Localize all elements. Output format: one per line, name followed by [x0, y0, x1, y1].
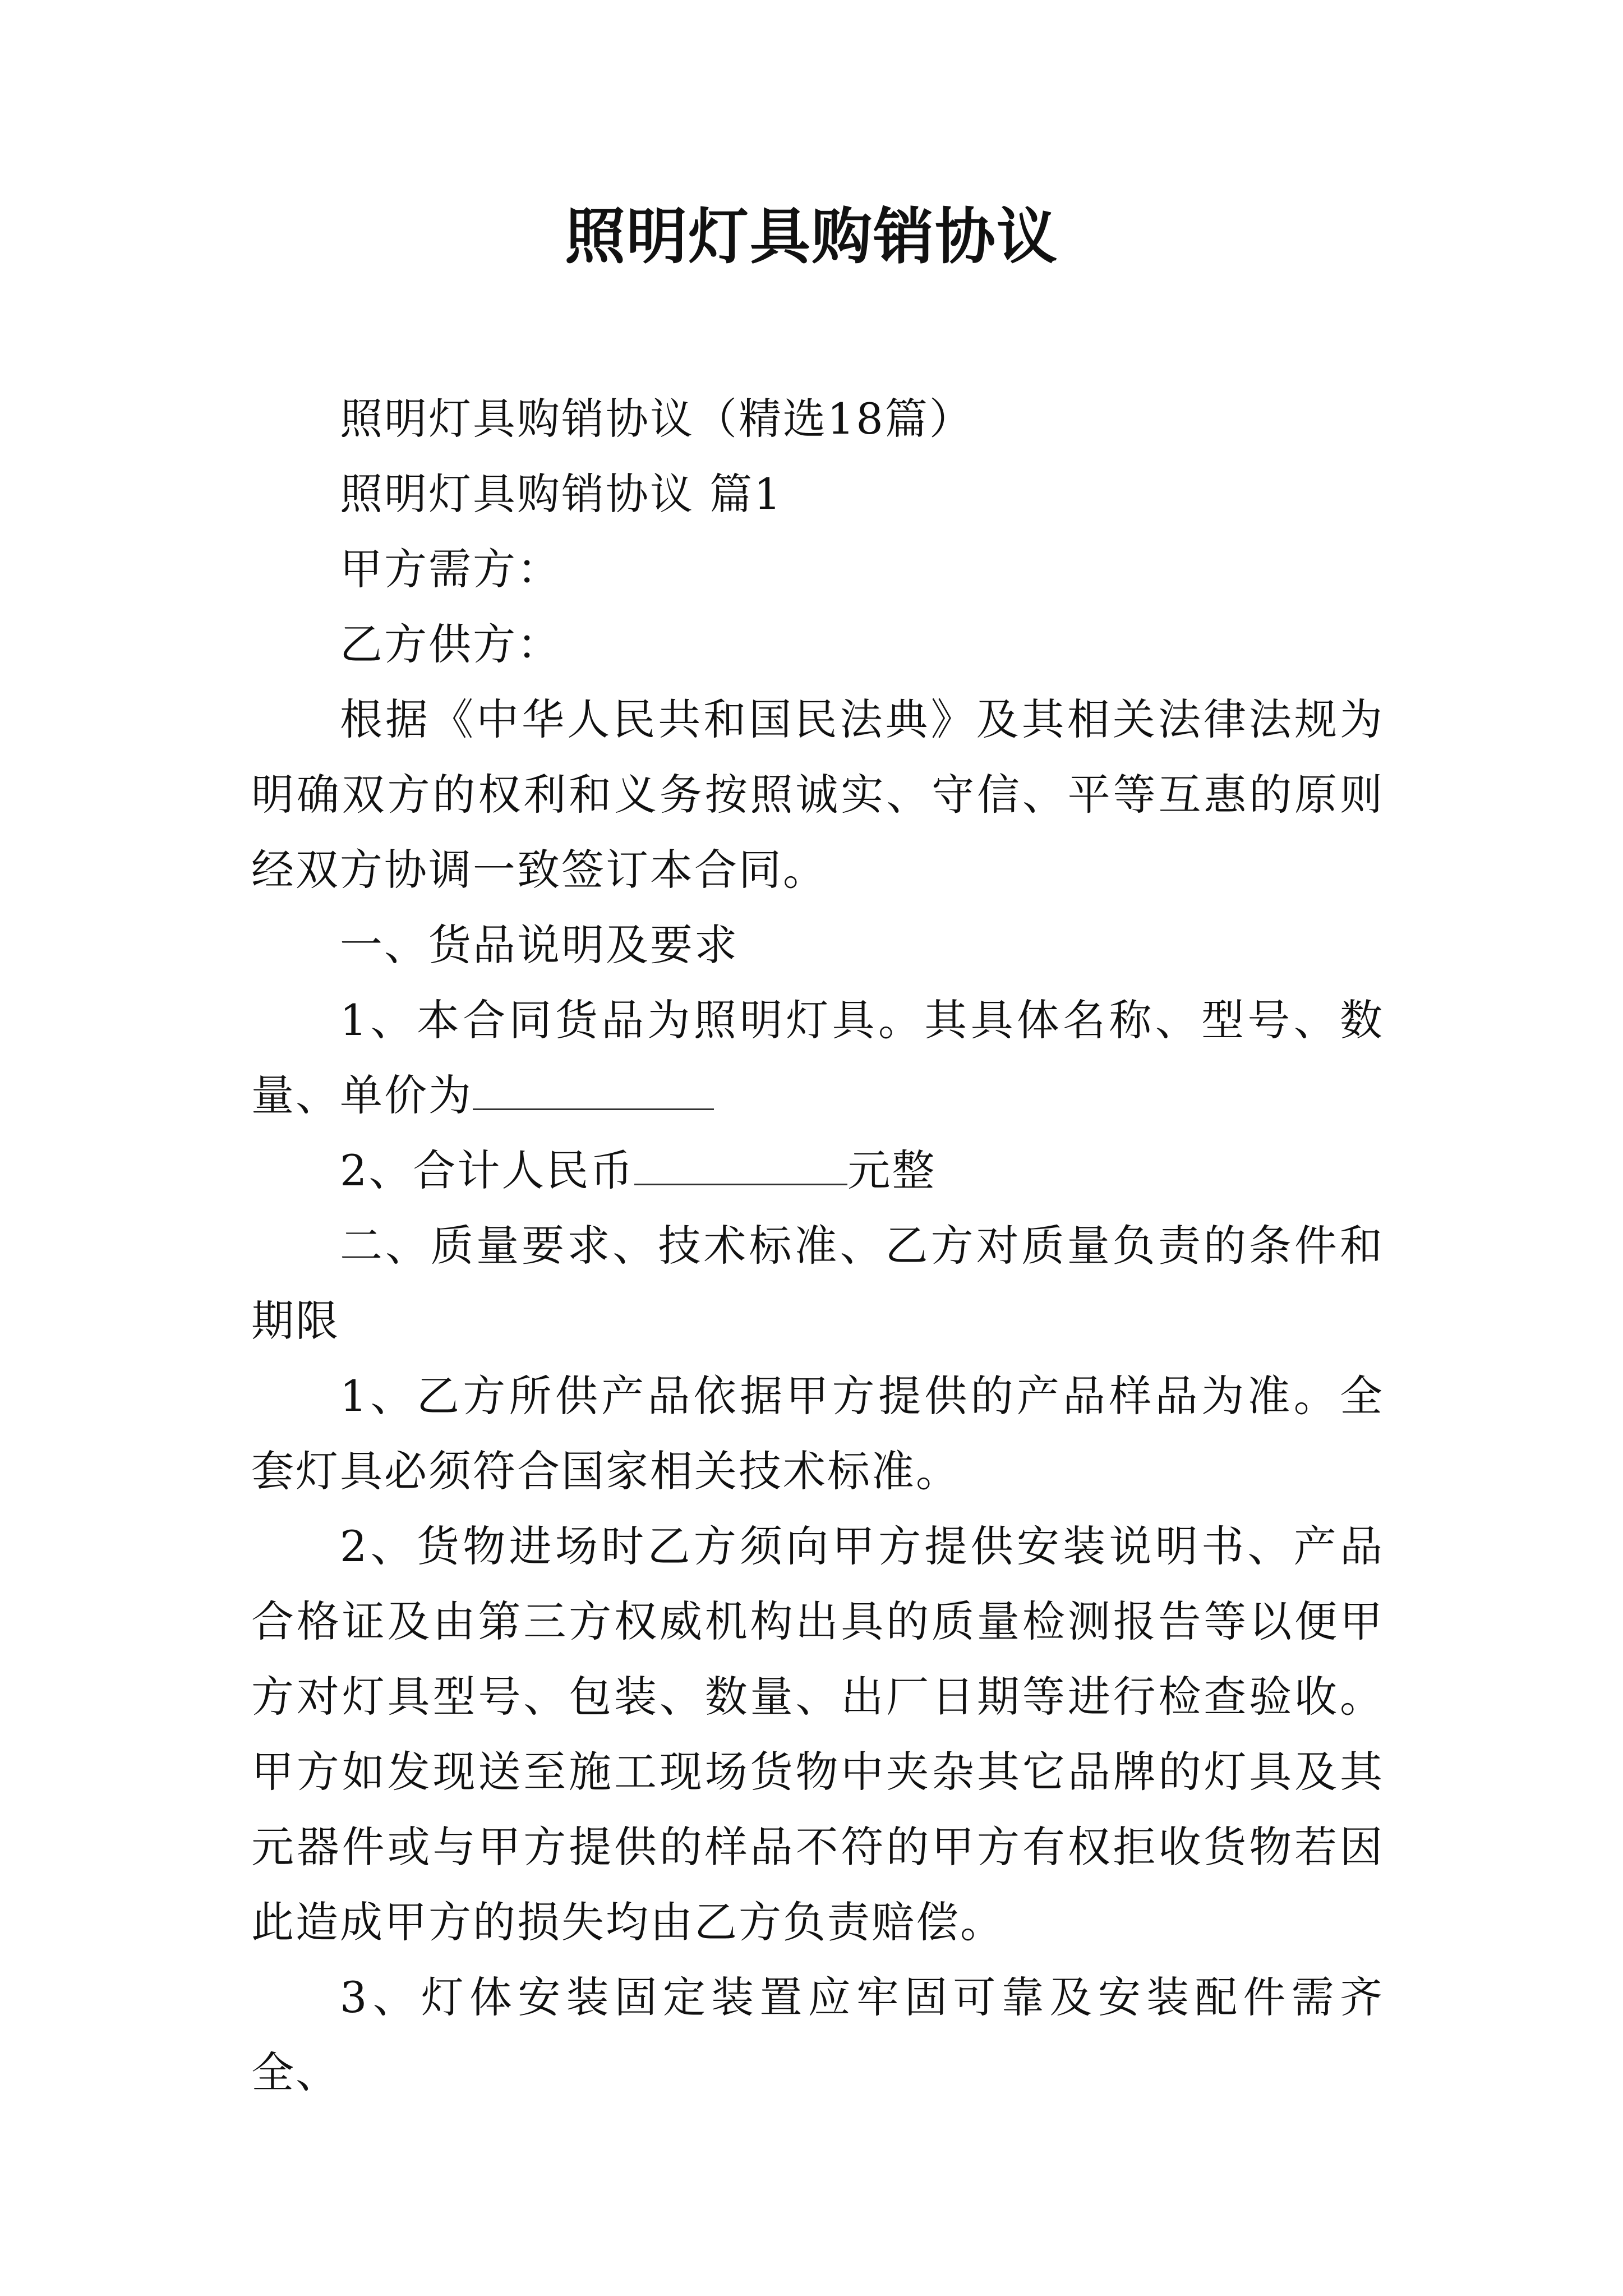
paragraph-section-heading: 照明灯具购销协议 篇1 [340, 469, 783, 519]
goods-item-2-suffix: 元整 [847, 1145, 937, 1195]
paragraph-party-b: 乙方供方： [340, 619, 561, 669]
paragraph-heading-quality: 二、质量要求、技术标准、乙方对质量负责的条件和期限 [251, 1221, 1384, 1346]
paragraph-goods-item-1 [251, 983, 1384, 1133]
blank-line-unit-price [473, 1070, 714, 1110]
paragraph-heading-goods: 一、货品说明及要求 [340, 920, 739, 970]
paragraph-quality-item-2: 2、货物进场时乙方须向甲方提供安装说明书、产品合格证及由第三方权威机构出具的质量检测报告等以便甲方对灯具型号、包装、数量、出厂日期等进行检查验收。甲方如发现送至施工现场货物中夹杂其它品牌的灯具及其元器件或与甲方提供的样品不符的甲方有权拒收货物若因此造成甲方的损失均由乙方负责赔偿。 [251, 1521, 1384, 1947]
goods-item-1-text: 1、本合同货品为照明灯具。其具体名称、型号、数量、单价为 [251, 995, 1384, 1120]
paragraph-party-a: 甲方需方： [340, 544, 561, 594]
paragraph-preamble: 根据《中华人民共和国民法典》及其相关法律法规为明确双方的权利和义务按照诚实、守信、平等互惠的原则经双方协调一致签订本合同。 [251, 694, 1384, 895]
blank-line-total-amount [634, 1145, 847, 1185]
goods-item-2-text: 2、合计人民币 [340, 1145, 635, 1195]
paragraph-quality-item-1: 1、乙方所供产品依据甲方提供的产品样品为准。全套灯具必须符合国家相关技术标准。 [251, 1371, 1384, 1496]
paragraph-subtitle: 照明灯具购销协议（精选18篇） [340, 394, 974, 444]
paragraph-quality-item-3: 3、灯体安装固定装置应牢固可靠及安装配件需齐全、 [251, 1972, 1384, 2097]
document-body [251, 381, 1384, 2110]
paragraph-goods-item-2 [251, 1133, 1384, 1208]
document-title: 照明灯具购销协议 [564, 201, 1058, 272]
